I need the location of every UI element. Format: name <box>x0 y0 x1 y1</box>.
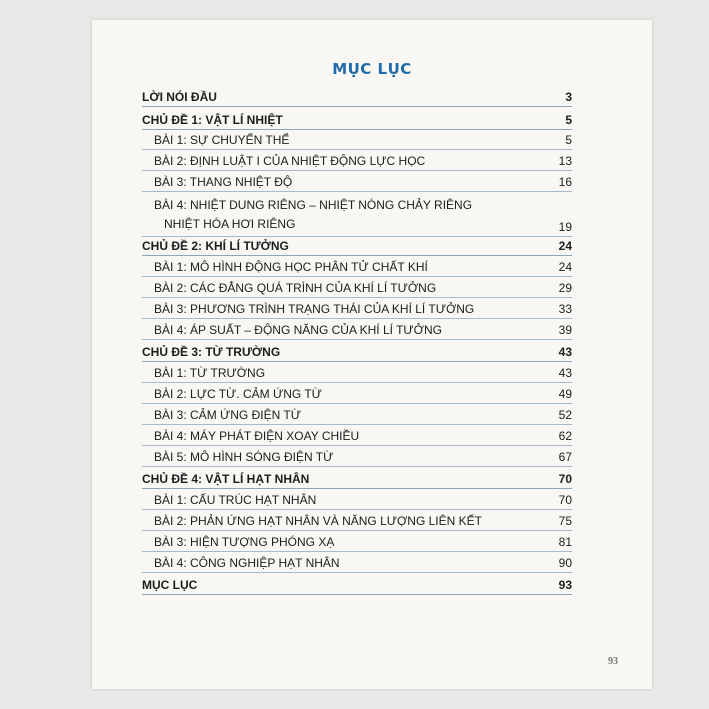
toc-entry-label: CHỦ ĐỀ 3: TỪ TRƯỜNG <box>142 345 281 359</box>
toc-lesson <box>154 196 572 234</box>
toc-entry-label: MỤC LỤC <box>142 578 198 592</box>
toc-chapter-3 <box>142 345 572 359</box>
toc-entry-page: 81 <box>558 535 572 549</box>
toc-chapter-1 <box>142 113 572 127</box>
toc-lesson <box>154 535 572 549</box>
toc-entry-page: 70 <box>558 472 572 486</box>
toc-lesson <box>154 387 572 401</box>
toc-entry-page: 29 <box>558 281 572 295</box>
toc-lesson <box>154 366 572 380</box>
toc-entry-page: 49 <box>558 387 572 401</box>
toc-lesson <box>154 556 572 570</box>
toc-entry-label: BÀI 3: HIỆN TƯỢNG PHÓNG XẠ <box>154 535 335 549</box>
toc-lesson <box>154 302 572 316</box>
toc-entry-label: LỜI NÓI ĐẦU <box>142 90 217 104</box>
toc-entry-label: BÀI 2: CÁC ĐẲNG QUÁ TRÌNH CỦA KHÍ LÍ TƯỞNG <box>154 281 437 295</box>
toc-entry-contents <box>142 578 572 592</box>
toc-entry-label <box>154 196 532 234</box>
toc-entry-page: 5 <box>565 133 572 147</box>
toc-lesson <box>154 429 572 443</box>
toc-lesson <box>154 154 572 168</box>
toc-entry-label: BÀI 5: MÔ HÌNH SÓNG ĐIỆN TỪ <box>154 450 334 464</box>
toc-entry-page: 3 <box>565 90 572 104</box>
toc-entry-label: CHỦ ĐỀ 1: VẬT LÍ NHIỆT <box>142 113 283 127</box>
toc-entry-page: 93 <box>558 578 572 592</box>
toc-entry-page: 24 <box>558 260 572 274</box>
toc-entry-page: 5 <box>565 113 572 127</box>
toc-entry-label: BÀI 4: ÁP SUẤT – ĐỘNG NĂNG CỦA KHÍ LÍ TƯỞNG <box>154 323 442 337</box>
toc-entry-label: BÀI 2: LỰC TỪ. CẢM ỨNG TỪ <box>154 387 322 401</box>
toc-lesson <box>154 175 572 189</box>
toc-entry-page: 62 <box>558 429 572 443</box>
toc-entry-page: 13 <box>558 154 572 168</box>
toc-entry-page: 75 <box>558 514 572 528</box>
toc-entry-label-line1: BÀI 4: NHIỆT DUNG RIÊNG – NHIỆT NÓNG CHẢY RIÊNG <box>154 198 473 212</box>
toc-entry-preface <box>142 90 572 104</box>
toc-entry-label-line2: NHIỆT HÓA HƠI RIÊNG <box>164 217 296 231</box>
toc-entry-label: BÀI 1: TỪ TRƯỜNG <box>154 366 266 380</box>
toc-entry-page: 19 <box>558 220 572 234</box>
toc-entry-page: 33 <box>558 302 572 316</box>
toc-entry-label: BÀI 2: ĐỊNH LUẬT I CỦA NHIỆT ĐỘNG LỰC HỌC <box>154 154 426 168</box>
toc-entry-label: BÀI 4: CÔNG NGHIỆP HẠT NHÂN <box>154 556 340 570</box>
toc-entry-label: BÀI 3: PHƯƠNG TRÌNH TRẠNG THÁI CỦA KHÍ LÍ TƯỞNG <box>154 302 475 316</box>
toc-entry-label: BÀI 3: CẢM ỨNG ĐIỆN TỪ <box>154 408 301 422</box>
toc-entry-label: BÀI 1: MÔ HÌNH ĐỘNG HỌC PHÂN TỬ CHẤT KHÍ <box>154 260 428 274</box>
toc-chapter-4 <box>142 472 572 486</box>
toc-entry-page: 43 <box>558 366 572 380</box>
toc-entry-label: CHỦ ĐỀ 2: KHÍ LÍ TƯỞNG <box>142 239 289 253</box>
toc-entry-page: 24 <box>558 239 572 253</box>
toc-entry-label: BÀI 4: MÁY PHÁT ĐIỆN XOAY CHIỀU <box>154 429 360 443</box>
book-page <box>92 20 652 689</box>
toc-lesson <box>154 281 572 295</box>
toc-lesson <box>154 408 572 422</box>
toc-entry-page: 16 <box>558 175 572 189</box>
toc-entry-label: BÀI 1: SỰ CHUYỂN THỂ <box>154 133 290 147</box>
toc-entry-page: 90 <box>558 556 572 570</box>
toc-entry-page: 39 <box>558 323 572 337</box>
toc-lesson <box>154 133 572 147</box>
toc-entry-page: 67 <box>558 450 572 464</box>
toc-lesson <box>154 514 572 528</box>
toc-entry-label: BÀI 2: PHẢN ỨNG HẠT NHÂN VÀ NĂNG LƯỢNG LIÊN KẾT <box>154 514 482 528</box>
toc-lesson <box>154 450 572 464</box>
toc-lesson <box>154 260 572 274</box>
toc-lesson <box>154 493 572 507</box>
toc-entry-page: 52 <box>558 408 572 422</box>
toc-entry-label: BÀI 3: THANG NHIỆT ĐỘ <box>154 175 293 189</box>
toc-entry-page: 43 <box>558 345 572 359</box>
toc-entry-page: 70 <box>558 493 572 507</box>
page-title: MỤC LỤC <box>332 60 412 78</box>
toc-entry-label: BÀI 1: CẤU TRÚC HẠT NHÂN <box>154 493 317 507</box>
toc-entry-label: CHỦ ĐỀ 4: VẬT LÍ HẠT NHÂN <box>142 472 310 486</box>
page-number: 93 <box>608 656 618 667</box>
toc-chapter-2 <box>142 239 572 253</box>
toc-lesson <box>154 323 572 337</box>
